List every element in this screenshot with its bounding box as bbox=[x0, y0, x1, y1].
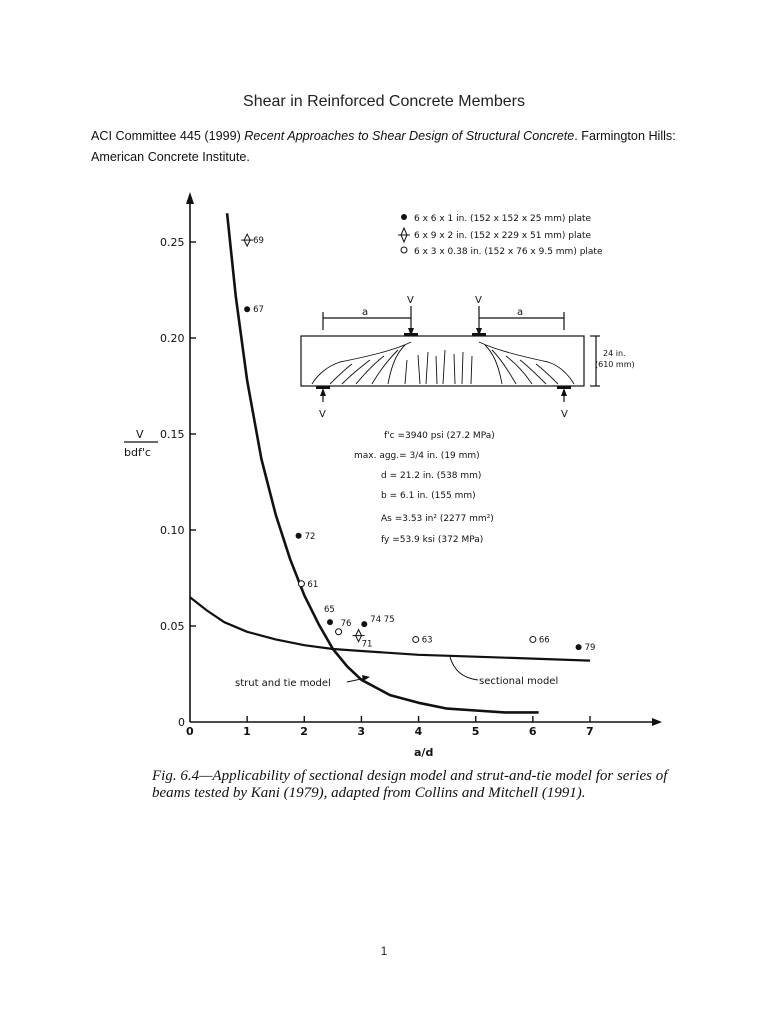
property-fy: fy =53.9 ksi (372 MPa) bbox=[381, 535, 484, 545]
x-axis-arrow bbox=[652, 718, 662, 726]
legend bbox=[398, 214, 603, 257]
x-tick-label-3: 3 bbox=[357, 725, 366, 738]
property-as: As =3.53 in² (2277 mm²) bbox=[381, 514, 494, 524]
property-fc: f'c =3940 psi (27.2 MPa) bbox=[384, 431, 495, 441]
point-61-label: 61 bbox=[307, 579, 319, 590]
beam-properties bbox=[354, 431, 495, 545]
point-74-75-label: 74 75 bbox=[370, 615, 395, 626]
beam-diagram bbox=[301, 306, 600, 402]
y-axis-arrow bbox=[186, 192, 194, 204]
x-tick-label-5: 5 bbox=[471, 725, 480, 738]
page-title: Shear in Reinforced Concrete Members bbox=[243, 93, 525, 110]
point-71-label: 71 bbox=[361, 639, 373, 650]
point-67-label: 67 bbox=[253, 305, 264, 316]
point-67 bbox=[244, 306, 250, 312]
y-axis-label-numerator: V bbox=[136, 428, 144, 441]
y-tick-label-0.10: 0.10 bbox=[160, 524, 185, 537]
y-tick-label-0.20: 0.20 bbox=[160, 332, 185, 345]
point-76 bbox=[336, 629, 342, 635]
x-tick-label-0: 0 bbox=[186, 725, 194, 738]
point-69 bbox=[241, 234, 253, 246]
sectional-model-curve bbox=[190, 597, 590, 660]
x-axis-label: a/d bbox=[414, 746, 434, 759]
strut-and-tie-curve bbox=[227, 213, 538, 712]
y-tick-label-0.25: 0.25 bbox=[160, 236, 185, 249]
point-72-label: 72 bbox=[304, 531, 316, 542]
point-79 bbox=[576, 644, 582, 650]
point-76-label: 76 bbox=[340, 618, 352, 629]
point-72 bbox=[296, 533, 302, 539]
data-points bbox=[241, 234, 595, 653]
legend-entry-1: 6 x 6 x 1 in. (152 x 152 x 25 mm) plate bbox=[414, 214, 592, 224]
point-69-label: 69 bbox=[253, 236, 264, 247]
point-66 bbox=[530, 636, 536, 642]
property-d: d = 21.2 in. (538 mm) bbox=[381, 471, 482, 481]
y-tick-label-0: 0 bbox=[178, 716, 185, 729]
citation-publisher-1: . Farmington Hills: bbox=[574, 129, 676, 143]
load-label-left: V bbox=[407, 295, 414, 306]
point-79-label: 79 bbox=[584, 643, 596, 654]
x-tick-label-6: 6 bbox=[528, 725, 537, 738]
height-label-1: 24 in. bbox=[603, 349, 626, 358]
y-tick-label-0.05: 0.05 bbox=[160, 620, 185, 633]
property-max-agg: max. agg.= 3/4 in. (19 mm) bbox=[354, 451, 480, 461]
citation-work-title: Recent Approaches to Shear Design of Structural Concrete bbox=[244, 129, 575, 143]
property-b: b = 6.1 in. (155 mm) bbox=[381, 491, 476, 501]
caption-line-2: beams tested by Kani (1979), adapted from Collins and Mitchell (1991). bbox=[152, 785, 586, 801]
point-63-label: 63 bbox=[421, 635, 433, 646]
reaction-label-left: V bbox=[319, 409, 326, 420]
x-tick-label-1: 1 bbox=[243, 725, 251, 738]
legend-marker-filled bbox=[401, 214, 407, 220]
caption-line-1: Fig. 6.4—Applicability of sectional design model and strut-and-tie model for series of bbox=[152, 768, 668, 784]
x-tick-label-7: 7 bbox=[586, 725, 594, 738]
sectional-model-leader bbox=[450, 657, 478, 680]
legend-entry-2: 6 x 9 x 2 in. (152 x 229 x 51 mm) plate bbox=[414, 231, 592, 241]
point-65 bbox=[327, 619, 333, 625]
citation-authors: ACI Committee 445 (1999) bbox=[91, 129, 241, 143]
figure-caption bbox=[152, 768, 672, 802]
reaction-label-right: V bbox=[561, 409, 568, 420]
strut-and-tie-label: strut and tie model bbox=[235, 678, 331, 689]
point-65-label: 65 bbox=[324, 605, 335, 616]
legend-entry-3: 6 x 3 x 0.38 in. (152 x 76 x 9.5 mm) plate bbox=[414, 247, 603, 257]
legend-marker-diamond bbox=[398, 228, 410, 242]
span-label-left: a bbox=[362, 307, 369, 318]
crack-pattern bbox=[312, 342, 574, 384]
point-66-label: 66 bbox=[538, 635, 550, 646]
point-61 bbox=[298, 581, 304, 587]
sectional-model-label: sectional model bbox=[479, 676, 559, 687]
legend-marker-open bbox=[401, 247, 407, 253]
x-tick-label-4: 4 bbox=[414, 725, 423, 738]
y-axis-label-denominator: bdf'c bbox=[124, 446, 151, 459]
load-label-right: V bbox=[475, 295, 482, 306]
point-63 bbox=[413, 636, 419, 642]
x-tick-label-2: 2 bbox=[300, 725, 308, 738]
citation-publisher-2: American Concrete Institute. bbox=[91, 150, 250, 164]
page-number: 1 bbox=[380, 944, 388, 958]
span-label-right: a bbox=[517, 307, 524, 318]
y-tick-label-0.15: 0.15 bbox=[160, 428, 185, 441]
height-label-2: (610 mm) bbox=[595, 360, 635, 369]
point-74-75 bbox=[361, 621, 367, 627]
x-ticks bbox=[186, 716, 594, 738]
